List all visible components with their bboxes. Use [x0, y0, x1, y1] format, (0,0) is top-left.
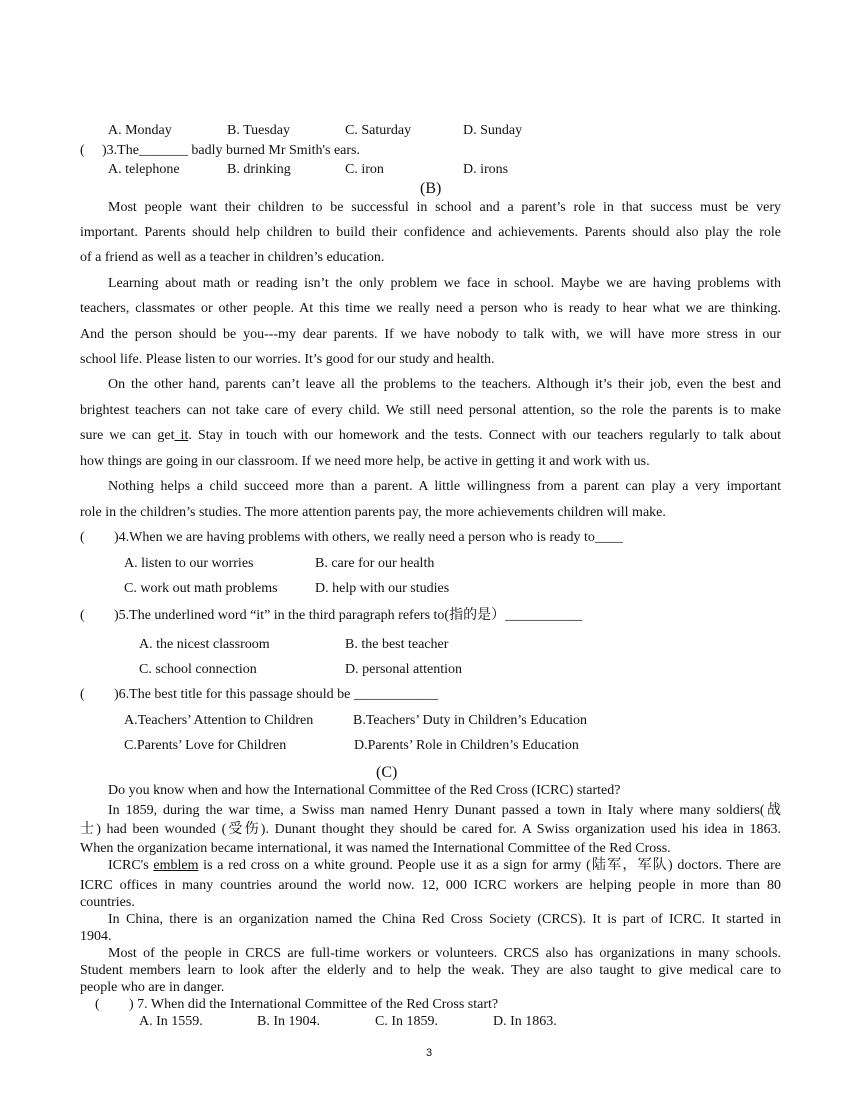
b-p4-line1: Nothing helps a child succeed more than a parent. A little willingness from a parent can play a very important: [108, 479, 781, 494]
b-p3-line1: On the other hand, parents can’t leave all the problems to the teachers. Although it’s their job, even the best and: [108, 377, 781, 392]
q4-paren: (: [80, 530, 85, 545]
q7-option-b: B. In 1904.: [257, 1014, 320, 1029]
q3-option-c: C. iron: [345, 162, 384, 177]
q4-question: )4.When we are having problems with others, we really need a person who is ready to____: [114, 530, 623, 545]
c-p3-line2: ICRC offices in many countries around the world now. 12, 000 ICRC workers are helping people in more than 80: [80, 878, 781, 893]
q4-option-d: D. help with our studies: [315, 581, 450, 596]
b-p3-line3: [80, 428, 781, 444]
b-p3-line3-after: . Stay in touch with our homework and the tests. Connect with our teachers regularly to talk about: [188, 428, 781, 443]
q7-option-d: D. In 1863.: [493, 1014, 557, 1029]
q2-option-a: A. Monday: [108, 123, 172, 138]
b-p2-line2: teachers, classmates or other people. At this time we really need a person who is ready to hear what we are thinking.: [80, 301, 781, 316]
b-p2-line3: And the person should be you---my dear parents. If we have nobody to talk with, we will have more stress in our: [80, 327, 781, 342]
q6-option-a: A.Teachers’ Attention to Children: [124, 713, 314, 728]
b-p3-line2: brightest teachers can not take care of every child. We still need personal attention, so the role the parents is to make: [80, 403, 781, 418]
b-p3-line3-before: sure we can get: [80, 428, 175, 443]
c-p4-line1: In China, there is an organization named the China Red Cross Society (CRCS). It is part of ICRC. It started in: [108, 912, 781, 927]
q7-paren: (: [95, 997, 100, 1012]
b-p1-line2: important. Parents should help children to build their confidence and achievements. Parents should also play the role: [80, 225, 781, 240]
b-p2-line1: Learning about math or reading isn’t the only problem we face in school. Maybe we are having problems with: [108, 276, 781, 291]
b-p1-line3: of a friend as well as a teacher in children’s education.: [80, 250, 385, 265]
c-p5-line3: people who are in danger.: [80, 980, 225, 995]
q7-option-c: C. In 1859.: [375, 1014, 438, 1029]
section-c-heading: (C): [376, 764, 398, 781]
c-p4-line2: 1904.: [80, 929, 112, 944]
q3-question: )3.The_______ badly burned Mr Smith's ears.: [102, 143, 360, 158]
q3-option-d: D. irons: [463, 162, 509, 177]
q5-option-a: A. the nicest classroom: [139, 637, 270, 652]
q5-paren: (: [80, 608, 85, 623]
q3-paren: (: [80, 143, 85, 158]
q5-option-c: C. school connection: [139, 662, 257, 677]
c-p3-line1-before: ICRC's: [108, 858, 154, 873]
b-p2-line4: school life. Please listen to our worries. It’s good for our study and health.: [80, 352, 495, 367]
c-p5-line1: Most of the people in CRCS are full-time workers or volunteers. CRCS also has organizations in many schools.: [108, 946, 781, 961]
b-p4-line2: role in the children’s studies. The more attention parents pay, the more achievements children will make.: [80, 505, 666, 520]
section-b-heading: (B): [420, 180, 442, 197]
q5-option-b: B. the best teacher: [345, 637, 449, 652]
c-p3-line1-after: is a red cross on a white ground. People use it as a sign for army (陆军，军队) doctors. There are: [198, 858, 781, 873]
c-p2-line2: 士) had been wounded (受伤). Dunant thought they should be cared for. A Swiss organization used his idea in 1863.: [80, 822, 781, 837]
q6-option-d: D.Parents’ Role in Children’s Education: [354, 738, 579, 753]
q4-option-c: C. work out math problems: [124, 581, 278, 596]
page-number: 3: [426, 1047, 433, 1059]
c-p3-line1: [80, 858, 781, 874]
b-p3-line4: how things are going in our classroom. If we need more help, be active in getting it and work with us.: [80, 454, 650, 469]
c-p3-line3: countries.: [80, 895, 135, 910]
q2-option-d: D. Sunday: [463, 123, 523, 138]
c-p1: Do you know when and how the International Committee of the Red Cross (ICRC) started?: [108, 783, 621, 798]
c-p5-line2: Student members learn to look after the elderly and to help the weak. They are also taught to give medical care to: [80, 963, 781, 978]
b-p1-line1: Most people want their children to be successful in school and a parent’s role in that success must be very: [108, 200, 781, 215]
q6-question: )6.The best title for this passage should be ____________: [114, 687, 438, 702]
q2-option-c: C. Saturday: [345, 123, 412, 138]
q7-question: ) 7. When did the International Committee of the Red Cross start?: [129, 997, 499, 1012]
q4-option-a: A. listen to our worries: [124, 556, 254, 571]
q3-option-a: A. telephone: [108, 162, 180, 177]
underlined-it: it: [174, 428, 189, 443]
q6-paren: (: [80, 687, 85, 702]
q5-option-d: D. personal attention: [345, 662, 463, 677]
q5-question: )5.The underlined word “it” in the third paragraph refers to(指的是）___________: [114, 608, 583, 623]
q6-option-b: B.Teachers’ Duty in Children’s Education: [353, 713, 587, 728]
q6-option-c: C.Parents’ Love for Children: [124, 738, 287, 753]
q4-option-b: B. care for our health: [315, 556, 435, 571]
c-p2-line3: When the organization became international, it was named the International Committee of the Red Cross.: [80, 841, 671, 856]
q2-option-b: B. Tuesday: [227, 123, 291, 138]
underlined-emblem: emblem: [153, 858, 199, 873]
c-p2-line1: In 1859, during the war time, a Swiss man named Henry Dunant passed a town in Italy where many soldiers(战: [108, 803, 781, 818]
q7-option-a: A. In 1559.: [139, 1014, 203, 1029]
q3-option-b: B. drinking: [227, 162, 291, 177]
